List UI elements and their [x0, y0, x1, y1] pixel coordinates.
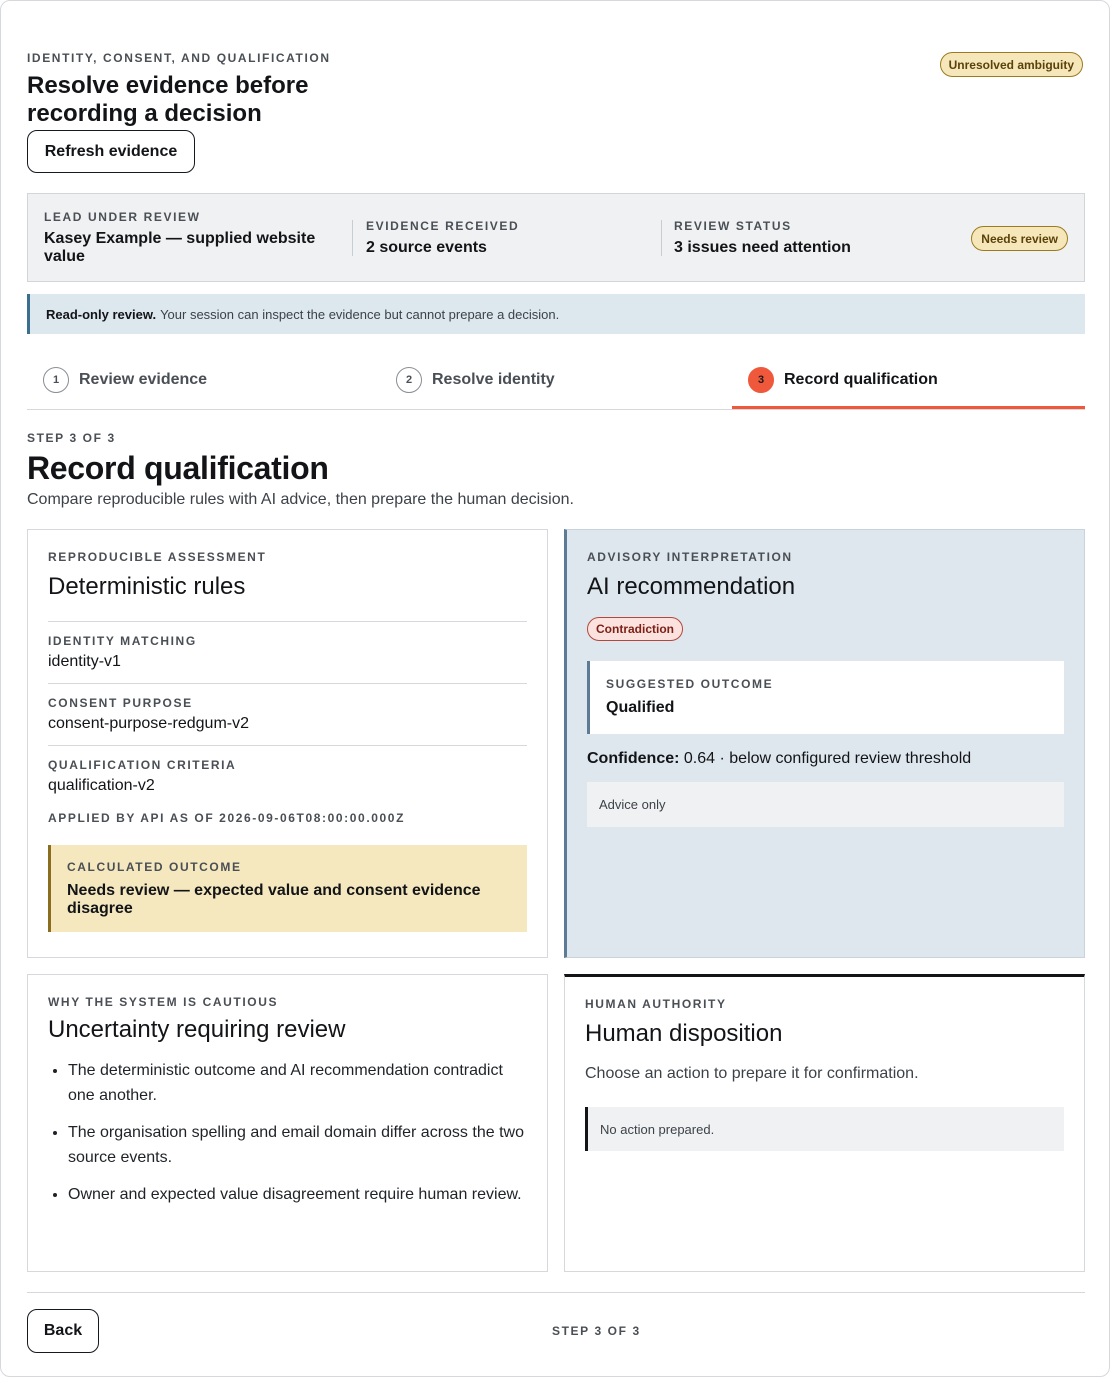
evidence-label: EVIDENCE RECEIVED [366, 219, 520, 233]
action-status: No action prepared. [585, 1107, 1064, 1151]
step-label: Record qualification [784, 371, 938, 388]
card-title: AI recommendation [587, 573, 796, 600]
ambiguity-status-badge: Unresolved ambiguity [940, 52, 1083, 77]
evidence-value: 2 source events [366, 239, 487, 256]
step-review-evidence[interactable] [43, 367, 207, 393]
suggest-value: Qualified [606, 699, 675, 716]
calculated-outcome [48, 845, 527, 932]
footer-divider [27, 1292, 1085, 1293]
rule-value: consent-purpose-redgum-v2 [48, 715, 249, 732]
rule-label: QUALIFICATION CRITERIA [48, 758, 237, 772]
ai-recommendation-card [564, 529, 1085, 958]
refresh-evidence-button[interactable]: Refresh evidence [27, 130, 195, 173]
rule-label: CONSENT PURPOSE [48, 696, 193, 710]
lead-label: LEAD UNDER REVIEW [44, 210, 201, 224]
section-title: Record qualification [27, 450, 329, 486]
footer-step-counter: STEP 3 OF 3 [552, 1324, 641, 1338]
step-number: 1 [43, 367, 69, 393]
step-number: 3 [748, 367, 774, 393]
uncertainty-list [48, 1058, 527, 1207]
read-only-notice [27, 294, 1085, 334]
active-step-indicator [732, 406, 1085, 409]
notice-text: Your session can inspect the evidence but cannot prepare a decision. [160, 306, 560, 322]
list-item: • The organisation spelling and email domain differ across the two source events. [68, 1120, 527, 1170]
card-eyebrow: ADVISORY INTERPRETATION [587, 550, 793, 564]
status-summary-item [674, 219, 851, 257]
card-title: Human disposition [585, 1020, 783, 1047]
lead-value: Kasey Example — supplied website value [44, 230, 316, 265]
rule-row [48, 745, 527, 795]
status-label: REVIEW STATUS [674, 219, 792, 233]
step-record-qualification[interactable] [748, 367, 938, 393]
outcome-label: CALCULATED OUTCOME [67, 860, 242, 874]
rule-row [48, 683, 527, 745]
card-eyebrow: WHY THE SYSTEM IS CAUTIOUS [48, 995, 279, 1009]
step-label: Review evidence [79, 371, 208, 388]
confidence-line [587, 750, 1064, 768]
rule-value: qualification-v2 [48, 777, 155, 794]
list-item: • The deterministic outcome and AI recommendation contradict one another. [68, 1058, 527, 1108]
status-value: 3 issues need attention [674, 239, 851, 256]
step-counter: STEP 3 OF 3 [27, 431, 116, 445]
advice-only-note: Advice only [587, 782, 1064, 827]
card-eyebrow: HUMAN AUTHORITY [585, 997, 727, 1011]
step-resolve-identity[interactable] [396, 367, 555, 393]
needs-review-badge: Needs review [971, 226, 1068, 251]
confidence-label: Confidence: [587, 750, 680, 767]
uncertainty-card [27, 974, 548, 1272]
lead-summary-item [44, 210, 334, 266]
card-subtitle: Choose an action to prepare it for confirmation. [585, 1065, 919, 1082]
rule-label: IDENTITY MATCHING [48, 634, 197, 648]
outcome-value: Needs review — expected value and consent evidence disagree [67, 882, 481, 917]
card-eyebrow: REPRODUCIBLE ASSESSMENT [48, 550, 267, 564]
header-eyebrow: IDENTITY, CONSENT, AND QUALIFICATION [27, 51, 331, 65]
summary-divider [352, 220, 353, 256]
contradiction-badge: Contradiction [587, 617, 683, 641]
deterministic-rules-card [27, 529, 548, 958]
rule-row [48, 621, 527, 683]
list-item: • Owner and expected value disagreement require human review. [68, 1182, 527, 1207]
suggested-outcome [587, 661, 1064, 734]
back-button[interactable]: Back [27, 1309, 99, 1353]
page-heading: Resolve evidence before recording a decision [27, 72, 309, 127]
applied-timestamp: APPLIED BY API AS OF 2026-09-06T08:00:00.000Z [48, 811, 406, 825]
summary-divider [661, 220, 662, 256]
notice-strong: Read-only review. [46, 306, 157, 322]
confidence-value: 0.64 · below configured review threshold [683, 750, 972, 767]
lead-summary [27, 193, 1085, 282]
card-title: Uncertainty requiring review [48, 1016, 346, 1043]
step-number: 2 [396, 367, 422, 393]
card-title: Deterministic rules [48, 573, 246, 600]
evidence-summary-item [366, 219, 519, 257]
rule-value: identity-v1 [48, 653, 121, 670]
step-label: Resolve identity [432, 371, 555, 388]
stepper [27, 353, 1085, 410]
section-subtitle: Compare reproducible rules with AI advice, then prepare the human decision. [27, 491, 574, 508]
human-disposition-card [564, 974, 1085, 1272]
suggest-label: SUGGESTED OUTCOME [606, 677, 774, 691]
